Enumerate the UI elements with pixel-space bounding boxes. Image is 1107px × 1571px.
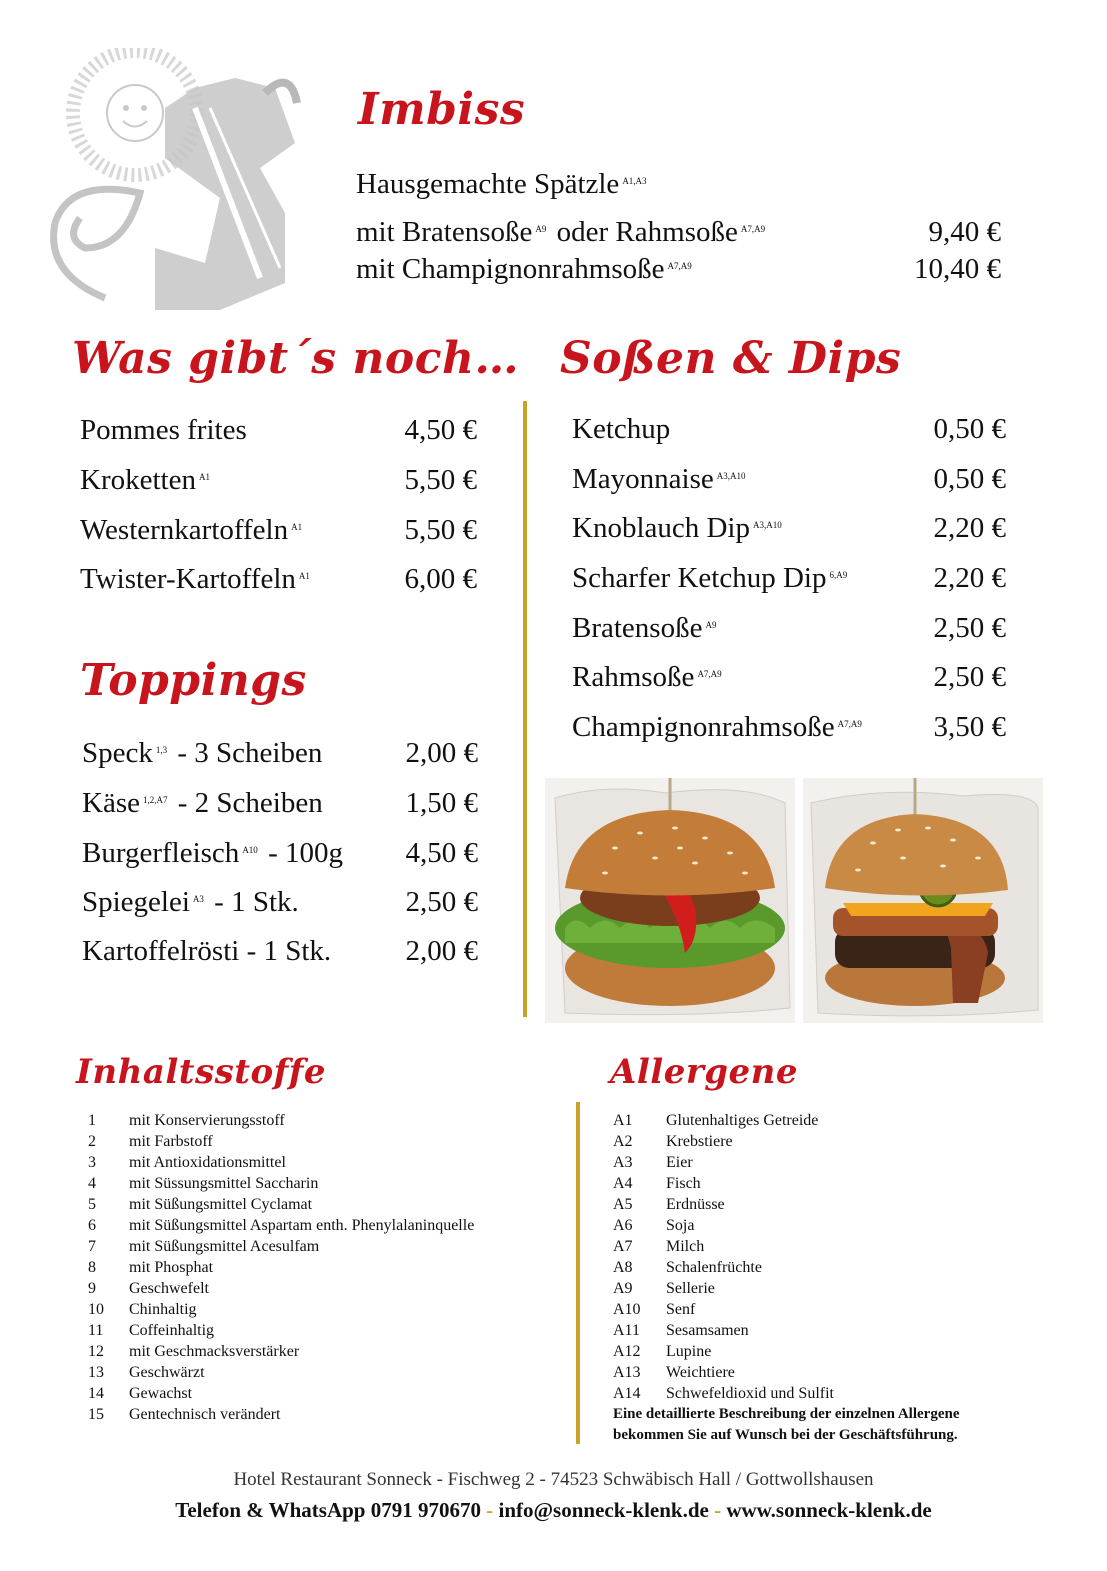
sossen-title: Soßen & Dips (560, 333, 902, 384)
list-item-number: 12 (88, 1343, 104, 1360)
list-item (88, 1152, 538, 1173)
list-item-number: 15 (88, 1406, 104, 1423)
list-item-code: A3 (613, 1154, 633, 1171)
list-item-text: Sellerie (666, 1280, 715, 1297)
price: 4,50 € (405, 837, 478, 869)
imbiss-item-name: Hausgemachte Spätzle (356, 168, 620, 200)
allergen-code: 6,A9 (829, 570, 848, 580)
list-item-text: Geschwefelt (129, 1280, 209, 1297)
item-name: Spiegelei (82, 886, 190, 918)
list-item (88, 1215, 538, 1236)
item-name: Ketchup (572, 413, 671, 445)
list-item-number: 2 (88, 1133, 96, 1150)
list-item-text: Schalenfrüchte (666, 1259, 762, 1276)
allergen-code: A1,A3 (622, 176, 647, 186)
allergene-list (613, 1110, 1033, 1404)
list-item (88, 1404, 538, 1425)
list-item-code: A6 (613, 1217, 633, 1234)
imbiss-row (356, 253, 1001, 286)
menu-row (80, 414, 477, 447)
list-item-number: 8 (88, 1259, 96, 1276)
sonneck-logo (45, 48, 305, 318)
price: 2,00 € (405, 737, 478, 769)
list-item (613, 1341, 1033, 1362)
list-item-number: 10 (88, 1301, 104, 1318)
price: 2,20 € (933, 562, 1006, 594)
item-name: Kroketten (80, 464, 196, 496)
item-portion: - 1 Stk. (214, 886, 299, 918)
list-item-code: A9 (613, 1280, 633, 1297)
imbiss-item-title (356, 168, 650, 201)
allergen-code: A7,A9 (697, 669, 722, 679)
item-name: Kartoffelrösti (82, 935, 240, 967)
list-item-number: 9 (88, 1280, 96, 1297)
allergen-code: 1,2,A7 (142, 795, 168, 805)
list-item-code: A2 (613, 1133, 633, 1150)
column-divider (523, 401, 527, 1017)
list-item (88, 1383, 538, 1404)
list-item-number: 1 (88, 1112, 96, 1129)
list-item-text: Glutenhaltiges Getreide (666, 1112, 819, 1129)
allergene-note (613, 1404, 960, 1446)
imbiss-row-label-alt: oder Rahmsoße (556, 216, 738, 248)
allergen-code: A1 (298, 571, 310, 581)
burger-image-chili (545, 778, 795, 1023)
list-item (613, 1131, 1033, 1152)
list-item (613, 1278, 1033, 1299)
allergene-note-line: bekommen Sie auf Wunsch bei der Geschäftsführung. (613, 1427, 958, 1443)
list-item-code: A13 (613, 1364, 641, 1381)
list-item (613, 1383, 1033, 1404)
price: 3,50 € (933, 711, 1006, 743)
list-item (88, 1110, 538, 1131)
item-name: Speck (82, 737, 153, 769)
menu-row (572, 463, 1006, 496)
list-item (613, 1194, 1033, 1215)
list-item-number: 6 (88, 1217, 96, 1234)
item-portion: - 3 Scheiben (177, 737, 323, 769)
list-item (613, 1110, 1033, 1131)
allergen-code: A7,A9 (667, 261, 692, 271)
item-name: Käse (82, 787, 140, 819)
imbiss-row-label: mit Champignonrahmsoße (356, 253, 665, 285)
list-item (613, 1215, 1033, 1236)
list-item-text: Schwefeldioxid und Sulfit (666, 1385, 834, 1402)
list-item-code: A1 (613, 1112, 633, 1129)
list-item-number: 7 (88, 1238, 96, 1255)
list-item (88, 1236, 538, 1257)
allergen-code: A3,A10 (716, 471, 746, 481)
list-item-code: A8 (613, 1259, 633, 1276)
item-name: Burgerfleisch (82, 837, 240, 869)
menu-row (572, 612, 1006, 645)
price: 4,50 € (404, 414, 477, 446)
menu-row (572, 413, 1006, 446)
list-item-text: Chinhaltig (129, 1301, 197, 1318)
toppings-title: Toppings (80, 655, 307, 706)
price: 2,50 € (933, 661, 1006, 693)
footer-separator: - (714, 1498, 722, 1522)
list-item-text: Krebstiere (666, 1133, 733, 1150)
list-item-number: 5 (88, 1196, 96, 1213)
footer-website[interactable]: www.sonneck-klenk.de (726, 1498, 932, 1522)
allergen-code: A7,A9 (740, 224, 766, 234)
allergen-code: A9 (535, 224, 547, 234)
list-item (88, 1173, 538, 1194)
price: 9,40 € (928, 216, 1001, 248)
list-item (88, 1131, 538, 1152)
item-name: Bratensoße (572, 612, 703, 644)
list-item-code: A14 (613, 1385, 641, 1402)
list-item-text: mit Konservierungsstoff (129, 1112, 285, 1129)
allergen-code: A9 (705, 620, 717, 630)
inhaltsstoffe-list (88, 1110, 538, 1425)
list-item-text: mit Antioxidationsmittel (129, 1154, 286, 1171)
list-item-text: mit Phosphat (129, 1259, 214, 1276)
list-item (613, 1236, 1033, 1257)
list-item-text: Senf (666, 1301, 696, 1318)
list-item (613, 1320, 1033, 1341)
menu-row (82, 935, 478, 968)
item-name: Mayonnaise (572, 463, 714, 495)
list-item-number: 3 (88, 1154, 96, 1171)
list-item-text: Sesamsamen (666, 1322, 749, 1339)
menu-row (572, 711, 1006, 744)
price: 2,00 € (405, 935, 478, 967)
list-item (88, 1257, 538, 1278)
list-item-code: A4 (613, 1175, 633, 1192)
list-item-text: Gentechnisch verändert (129, 1406, 281, 1423)
allergen-code: A7,A9 (837, 719, 862, 729)
footer-contact (0, 1498, 1107, 1523)
list-item-text: Lupine (666, 1343, 712, 1360)
price: 5,50 € (404, 514, 477, 546)
list-item (88, 1341, 538, 1362)
footer-address: Hotel Restaurant Sonneck - Fischweg 2 - 74523 Schwäbisch Hall / Gottwollshausen (233, 1469, 874, 1490)
list-item-code: A11 (613, 1322, 640, 1339)
allergen-code: A1 (291, 522, 303, 532)
price: 2,50 € (405, 886, 478, 918)
list-item-text: mit Süßungsmittel Cyclamat (129, 1196, 313, 1213)
footer-phone: Telefon & WhatsApp 0791 970670 (175, 1498, 481, 1522)
price: 0,50 € (933, 413, 1006, 445)
inhaltsstoffe-title: Inhaltsstoffe (76, 1052, 327, 1092)
menu-row (82, 737, 478, 770)
list-item-text: Fisch (666, 1175, 701, 1192)
item-name: Rahmsoße (572, 661, 695, 693)
price: 10,40 € (914, 253, 1001, 285)
item-name: Pommes frites (80, 414, 247, 446)
menu-row (80, 514, 477, 547)
allergen-code: 1,3 (155, 745, 168, 755)
menu-row (572, 661, 1006, 694)
list-item (88, 1362, 538, 1383)
list-item-text: mit Süßungsmittel Acesulfam (129, 1238, 320, 1255)
item-portion: - 100g (268, 837, 343, 869)
menu-row (80, 563, 477, 596)
item-name: Scharfer Ketchup Dip (572, 562, 827, 594)
list-item (88, 1299, 538, 1320)
list-item (88, 1194, 538, 1215)
list-item-number: 11 (88, 1322, 104, 1339)
list-item-text: Milch (666, 1238, 705, 1255)
allergen-code: A1 (198, 472, 210, 482)
allergen-code: A3,A10 (753, 520, 782, 530)
item-name: Knoblauch Dip (572, 512, 750, 544)
list-item (613, 1173, 1033, 1194)
list-item-text: Weichtiere (666, 1364, 735, 1381)
list-item-text: mit Farbstoff (129, 1133, 213, 1150)
list-item (613, 1299, 1033, 1320)
item-name: Twister-Kartoffeln (80, 563, 296, 595)
list-item-text: mit Süßungsmittel Aspartam enth. Phenylalaninquelle (129, 1217, 475, 1234)
list-item (613, 1257, 1033, 1278)
footer-separator: - (486, 1498, 494, 1522)
allergene-title: Allergene (610, 1052, 799, 1092)
list-item (88, 1278, 538, 1299)
list-item-text: Gewachst (129, 1385, 193, 1402)
list-item-number: 13 (88, 1364, 104, 1381)
menu-row (572, 562, 1006, 595)
list-item-code: A5 (613, 1196, 633, 1213)
list-item-number: 14 (88, 1385, 104, 1402)
imbiss-title: Imbiss (358, 84, 526, 135)
price: 5,50 € (404, 464, 477, 496)
was-gibts-title: Was gibt´s noch… (72, 333, 519, 384)
list-item-code: A10 (613, 1301, 641, 1318)
list-item-text: mit Süssungsmittel Saccharin (129, 1175, 319, 1192)
list-item (88, 1320, 538, 1341)
allergen-code: A10 (242, 845, 258, 855)
menu-row (82, 837, 478, 870)
list-item-code: A7 (613, 1238, 633, 1255)
price: 2,50 € (933, 612, 1006, 644)
footer-email[interactable]: info@sonneck-klenk.de (498, 1498, 709, 1522)
list-item-text: mit Geschmacksverstärker (129, 1343, 300, 1360)
list-item-text: Soja (666, 1217, 695, 1234)
burger-image-bacon (803, 778, 1043, 1023)
item-portion: - 1 Stk. (246, 935, 332, 967)
price: 2,20 € (933, 512, 1006, 544)
allergen-code: A3 (192, 894, 204, 904)
list-item-text: Geschwärzt (129, 1364, 205, 1381)
list-item-text: Eier (666, 1154, 693, 1171)
menu-row (82, 886, 478, 919)
list-item-text: Coffeinhaltig (129, 1322, 215, 1339)
list-item-code: A12 (613, 1343, 641, 1360)
price: 1,50 € (405, 787, 478, 819)
menu-row (82, 787, 478, 820)
list-item-number: 4 (88, 1175, 96, 1192)
allergene-divider (576, 1102, 580, 1444)
allergene-note-line: Eine detaillierte Beschreibung der einzelnen Allergene (613, 1406, 960, 1422)
menu-row (572, 512, 1006, 545)
list-item (613, 1362, 1033, 1383)
item-name: Westernkartoffeln (80, 514, 289, 546)
menu-row (80, 464, 477, 497)
item-name: Champignonrahmsoße (572, 711, 835, 743)
price: 0,50 € (933, 463, 1006, 495)
imbiss-row-label: mit Bratensoße (356, 216, 533, 248)
price: 6,00 € (404, 563, 477, 595)
list-item-text: Erdnüsse (666, 1196, 725, 1213)
imbiss-row (356, 216, 1001, 249)
item-portion: - 2 Scheiben (177, 787, 323, 819)
list-item (613, 1152, 1033, 1173)
